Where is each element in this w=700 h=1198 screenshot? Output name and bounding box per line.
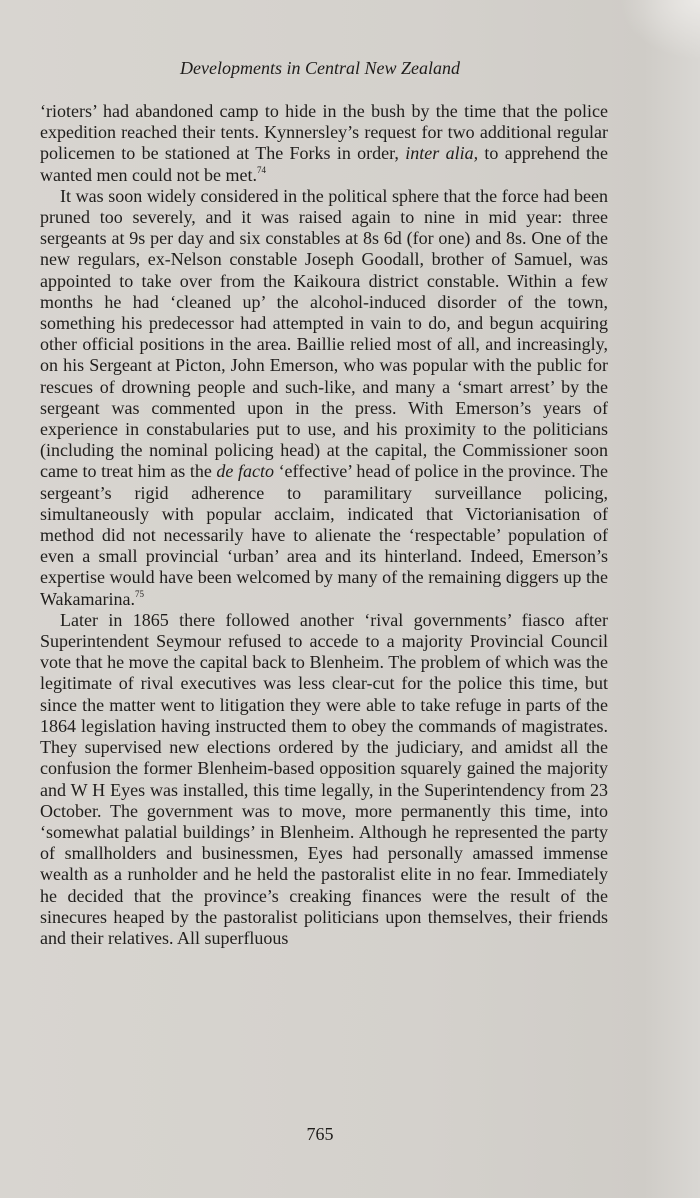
paragraph-2 bbox=[40, 186, 608, 610]
footnote-ref-75: 75 bbox=[135, 588, 145, 599]
running-title: Developments in Central New Zealand bbox=[180, 58, 460, 78]
paragraph-3 bbox=[40, 610, 608, 949]
page-number: 765 bbox=[306, 1124, 334, 1144]
text-run: Later in 1865 there followed another ‘rival governments’ fiasco after Superintendent Seymour refused to accede to a majority Provincial Council vote that he move the capital back to Blenheim. The problem of which was the legitimate of rival executives was less clear-cut for the police this time, but since the matter went to litigation they were able to take refuge in parts of the 1864 legislation having instructed them to obey the commands of magistrates. They supervised new elections ordered by the judiciary, and amidst all the confusion the former Blenheim-based opposition squarely gained the majority and W H Eyes was installed, this time legally, in the Superintendency from 23 October. The government was to move, more permanently this time, into ‘somewhat palatial buildings’ in Blenheim. Although he represented the party of smallholders and businessmen, Eyes had personally amassed immense wealth as a runholder and he held the pastoralist elite in no fear. Immediately he decided that the province’s creaking finances were the result of the sinecures heaped by the pastoralist politicians upon themselves, their friends and their relatives. All superfluous bbox=[40, 609, 608, 948]
text-run: ‘rioters’ had abandoned camp to hide in the bush by the time that the police expedition reached their tents. Kynnersley’s request for two additional regular policemen to be stationed at The Forks in order, bbox=[40, 101, 608, 164]
italic-phrase: de facto bbox=[216, 461, 274, 482]
text-run: to apprehend the wanted men could not be met. bbox=[40, 143, 609, 185]
body-text bbox=[40, 101, 608, 949]
text-run: ‘effective’ head of police in the province. The sergeant’s rigid adherence to paramilitary surveillance policing, simultaneously with popular acclaim, indicated that Victorianisation of method did not necessarily have to alienate the ‘respectable’ population of even a small provincial ‘urban’ area and its hinterland. Indeed, Emerson’s expertise would have been welcomed by many of the remaining diggers up the Wakamarina. bbox=[40, 461, 608, 609]
italic-phrase: inter alia, bbox=[405, 143, 479, 164]
text-run: It was soon widely considered in the political sphere that the force had been pruned too severely, and it was raised again to nine in mid year: three sergeants at 9s per day and six constables at 8s 6d (for one) and 8s. One of the new regulars, ex-Nelson constable Joseph Goodall, brother of Samuel, was appointed to take over from the Kaikoura district constable. Within a few months he had ‘cleaned up’ the alcohol-induced disorder of the town, something his predecessor had attempted in vain to do, and begun acquiring other official positions in the area. Baillie relied most of all, and increasingly, on his Sergeant at Picton, John Emerson, who was popular with the public for rescues of drowning people and such-like, and many a ‘smart arrest’ by the sergeant was commented upon in the press. With Emerson’s years of experience in constabularies put to use, and his proximity to the politicians (including the nominal policing head) at the capital, the Commissioner soon came to treat him as the bbox=[40, 185, 608, 482]
footnote-ref-74: 74 bbox=[256, 164, 266, 175]
page-corner-shading bbox=[620, 0, 700, 60]
paragraph-1 bbox=[40, 101, 608, 186]
